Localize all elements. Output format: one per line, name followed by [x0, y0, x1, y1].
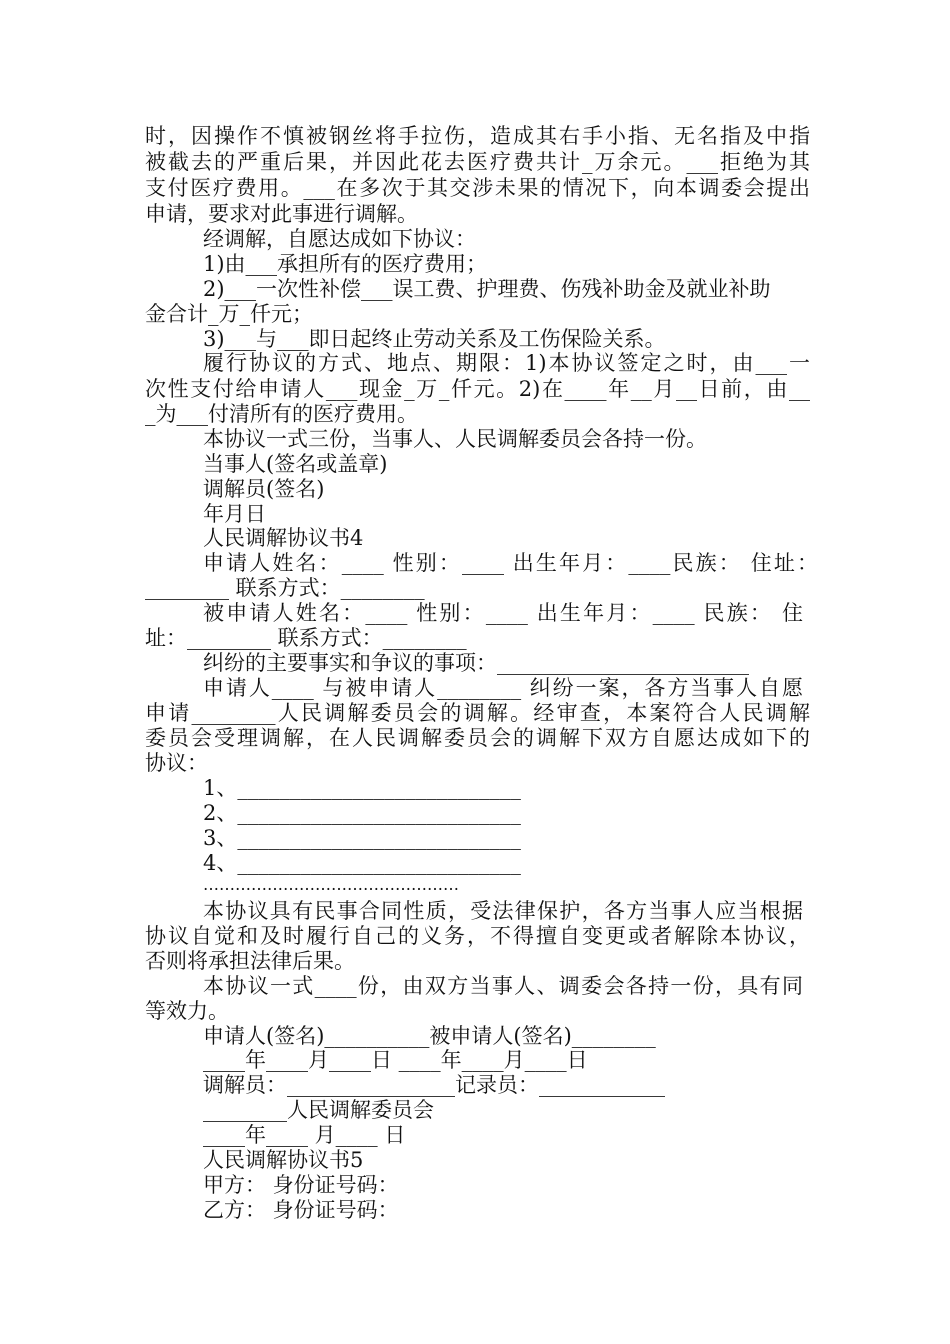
ellipsis-line: ………………………………………… — [203, 875, 459, 894]
body-line: 支付医疗费用。___在多次于其交涉未果的情况下，向本调委会提出 — [145, 176, 810, 200]
section-title: 人民调解协议书5 — [203, 1148, 364, 1172]
body-line: 金合计_万_仟元； — [145, 302, 313, 326]
form-line: 被申请人姓名：____ 性别：____ 出生年月：____ 民族： 住 — [203, 601, 803, 625]
agreement-item: 3、___________________________ — [203, 826, 521, 850]
body-line: 被截去的严重后果，并因此花去医疗费共计_万余元。___拒绝为其 — [145, 150, 810, 174]
body-line: 履行协议的方式、地点、期限：1)本协议签定之时，由___一 — [203, 351, 810, 375]
agreement-item: 1、___________________________ — [203, 776, 521, 800]
agreement-item: 2)___一次性补偿___误工费、护理费、伤残补助金及就业补助 — [203, 277, 771, 301]
party-line: 甲方： 身份证号码： — [203, 1173, 399, 1197]
form-line: 申请人姓名：____ 性别：____ 出生年月：____民族： 住址： — [203, 551, 818, 575]
body-line: 申请，要求对此事进行调解。 — [145, 202, 418, 226]
body-line: 本协议一式三份，当事人、人民调解委员会各持一份。 — [203, 427, 707, 451]
signature-line: 申请人(签名)__________被申请人(签名)________ — [203, 1024, 656, 1048]
body-line: 时，因操作不慎被钢丝将手拉伤，造成其右手小指、无名指及中指 — [145, 124, 810, 148]
body-line: 经调解，自愿达成如下协议： — [203, 227, 476, 251]
body-line: _为___付清所有的医疗费用。 — [145, 402, 418, 426]
body-line: 本协议一式____份，由双方当事人、调委会各持一份，具有同 — [203, 974, 803, 998]
date-line: ____年____ 月____ 日 — [203, 1123, 406, 1147]
agreement-item: 3)___与___即日起终止劳动关系及工伤保险关系。 — [203, 327, 666, 351]
party-line: 乙方： 身份证号码： — [203, 1198, 399, 1222]
body-line: 委员会受理调解，在人民调解委员会的调解下双方自愿达成如下的 — [145, 726, 810, 750]
body-line: 等效力。 — [145, 999, 229, 1023]
agreement-item: 1)由___承担所有的医疗费用； — [203, 252, 488, 276]
form-line: 纠纷的主要事实和争议的事项：________________________ — [203, 651, 749, 675]
signature-line: 当事人(签名或盖章) — [203, 452, 388, 476]
date-line: 年月日 — [203, 502, 266, 526]
committee-line: ________人民调解委员会 — [203, 1098, 434, 1122]
body-line: 本协议具有民事合同性质，受法律保护，各方当事人应当根据 — [203, 899, 803, 923]
agreement-item: 4、___________________________ — [203, 851, 521, 875]
body-line: 次性支付给申请人___现金_万_仟元。2)在____年__月__日前，由__ — [145, 377, 810, 401]
signature-line: 调解员(签名) — [203, 477, 325, 501]
form-line: 址：________ 联系方式：________ — [145, 626, 467, 650]
signature-line: 调解员：________________记录员：____________ — [203, 1073, 665, 1097]
body-line: 申请人____ 与被申请人________ 纠纷一案，各方当事人自愿 — [203, 676, 803, 700]
body-line: 否则将承担法律后果。 — [145, 949, 355, 973]
section-title: 人民调解协议书4 — [203, 526, 364, 550]
form-line: ________ 联系方式：________ — [145, 576, 425, 600]
body-line: 申请________人民调解委员会的调解。经审查，本案符合人民调解 — [145, 701, 810, 725]
body-line: 协议： — [145, 751, 208, 775]
body-line: 协议自觉和及时履行自己的义务，不得擅自变更或者解除本协议， — [145, 924, 810, 948]
date-line: ____年____月____日 ____年____月____日 — [203, 1048, 588, 1072]
agreement-item: 2、___________________________ — [203, 801, 521, 825]
